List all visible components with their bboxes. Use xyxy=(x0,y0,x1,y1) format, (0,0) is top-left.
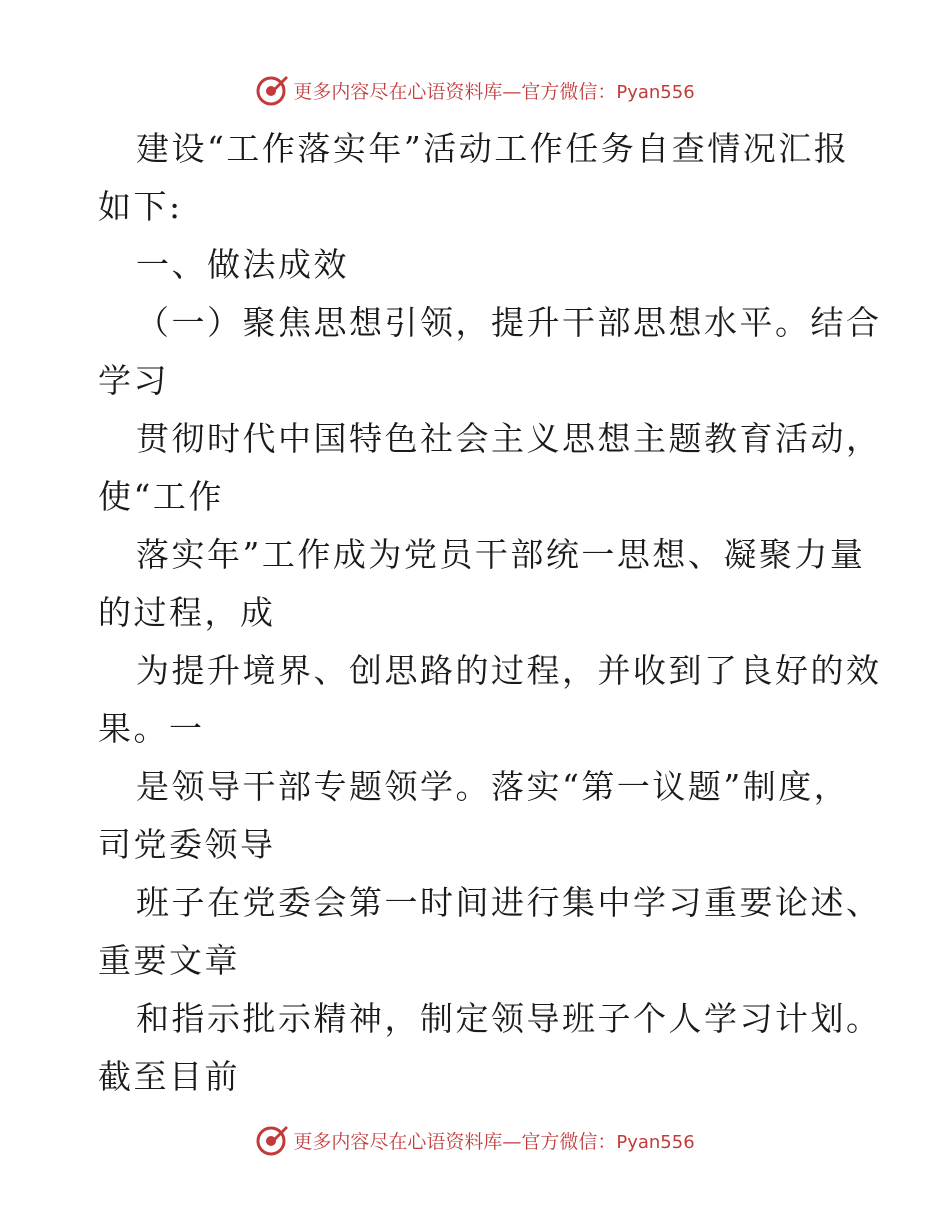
body-line: 建设“工作落实年”活动工作任务自查情况汇报 xyxy=(136,129,850,168)
body-line: 学习 xyxy=(98,361,169,400)
body-line: 使“工作 xyxy=(98,477,224,516)
banner-text: 更多内容尽在心语资料库—官方微信：Pyan556 xyxy=(293,80,695,103)
body-line: 为提升境界、创思路的过程，并收到了良好的效 xyxy=(136,651,882,690)
header-banner xyxy=(0,70,950,110)
body-line: 截至目前 xyxy=(98,1057,240,1096)
body-line: 的过程，成 xyxy=(98,593,276,632)
body-line: 重要文章 xyxy=(98,941,240,980)
section-heading: 一、做法成效 xyxy=(136,245,349,284)
body-line: 如下: xyxy=(98,187,183,226)
pen-logo-icon xyxy=(255,73,289,107)
body-line: 落实年”工作成为党员干部统一思想、凝聚力量 xyxy=(136,535,866,574)
banner-text: 更多内容尽在心语资料库—官方微信：Pyan556 xyxy=(293,1130,695,1153)
document-body xyxy=(98,120,882,1106)
subsection-heading: （一）聚焦思想引领，提升干部思想水平。结合 xyxy=(136,303,882,342)
body-line: 司党委领导 xyxy=(98,825,276,864)
body-line: 贯彻时代中国特色社会主义思想主题教育活动， xyxy=(136,419,882,458)
body-line: 班子在党委会第一时间进行集中学习重要论述、 xyxy=(136,883,882,922)
footer-banner xyxy=(0,1120,950,1160)
body-line: 是领导干部专题领学。落实“第一议题”制度， xyxy=(136,767,850,806)
body-line: 果。一 xyxy=(98,709,205,748)
pen-logo-icon xyxy=(255,1123,289,1157)
body-line: 和指示批示精神，制定领导班子个人学习计划。 xyxy=(136,999,882,1038)
